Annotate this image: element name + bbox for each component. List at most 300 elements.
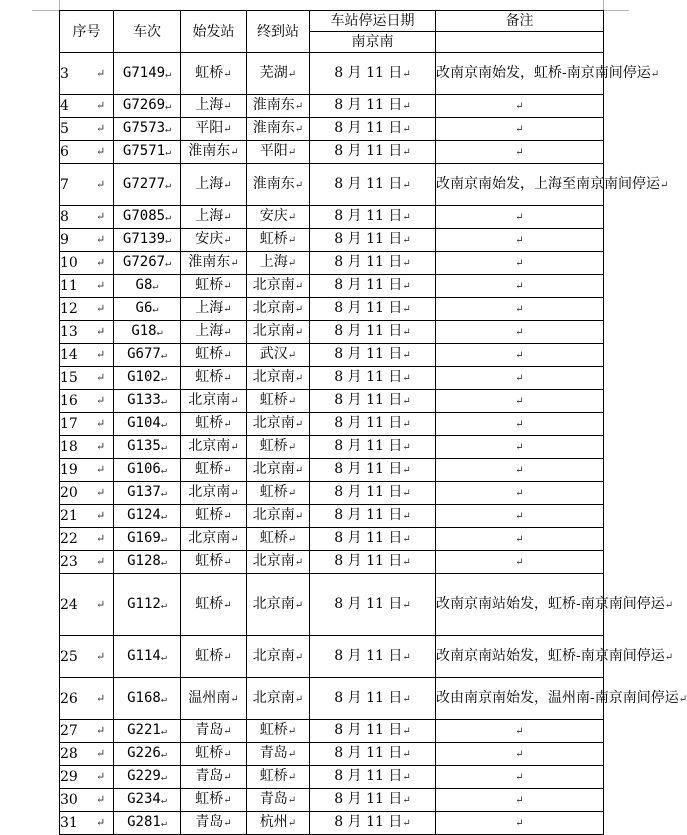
- cell-from: [181, 118, 247, 141]
- cell-date: [310, 482, 436, 505]
- cell-to: [247, 298, 310, 321]
- paragraph-mark-icon: ↵: [402, 818, 411, 829]
- paragraph-mark-icon: ↵: [515, 281, 524, 292]
- cell-train: [114, 95, 181, 118]
- cell-no-text: 12: [60, 301, 78, 317]
- paragraph-mark-icon: ↵: [515, 124, 524, 135]
- cell-to: [247, 206, 310, 229]
- cell-no: [60, 482, 114, 505]
- cell-date: [310, 678, 436, 720]
- cell-from-text: 北京南: [188, 392, 231, 408]
- cell-to: [247, 636, 310, 678]
- cell-to: [247, 436, 310, 459]
- cell-train: [114, 574, 181, 636]
- paragraph-mark-icon: ↵: [402, 749, 411, 760]
- cell-train: [114, 298, 181, 321]
- cell-train-text: G7267: [122, 254, 166, 270]
- cell-train-text: G133: [127, 392, 161, 408]
- cell-no-text: 23: [60, 554, 78, 570]
- paragraph-mark-icon: ↵: [160, 350, 167, 361]
- cell-from-text: 北京南: [188, 530, 231, 546]
- cell-train-text: G234: [127, 791, 161, 807]
- table-row: [60, 390, 604, 413]
- paragraph-mark-icon: ↵: [96, 532, 106, 545]
- paragraph-mark-icon: ↵: [160, 488, 167, 499]
- cell-train-text: G124: [127, 507, 161, 523]
- cell-train: [114, 321, 181, 344]
- cell-date-text: 8 月 11 日: [334, 300, 403, 316]
- cell-train: [114, 436, 181, 459]
- cell-date-text: 8 月 11 日: [334, 120, 403, 136]
- cell-to: [247, 413, 310, 436]
- paragraph-mark-icon: ↵: [165, 68, 172, 80]
- cell-to-text: 北京南: [252, 461, 295, 477]
- paragraph-mark-icon: ↵: [294, 651, 304, 663]
- cell-to-text: 武汉: [259, 346, 288, 362]
- paragraph-mark-icon: ↵: [160, 726, 167, 737]
- cell-note: [436, 390, 604, 413]
- paragraph-mark-icon: ↵: [515, 419, 524, 430]
- paragraph-mark-icon: ↵: [96, 509, 106, 522]
- cell-note: [436, 636, 674, 678]
- cell-from-text: 青岛: [195, 722, 224, 738]
- cell-from: [181, 482, 247, 505]
- paragraph-mark-icon: ↵: [160, 511, 167, 522]
- paragraph-mark-icon: ↵: [515, 726, 524, 737]
- cell-no-text: 13: [60, 324, 78, 340]
- cell-to-text: 芜湖: [259, 64, 288, 81]
- cell-train: [114, 252, 181, 275]
- cell-no-text: 6: [60, 144, 69, 160]
- paragraph-mark-icon: ↵: [230, 396, 239, 407]
- cell-to-text: 虹桥: [259, 484, 288, 500]
- cell-from-text: 虹桥: [195, 553, 224, 569]
- cell-date: [310, 118, 436, 141]
- cell-date-text: 8 月 11 日: [334, 722, 403, 738]
- cell-from-text: 虹桥: [195, 461, 224, 477]
- cell-no-text: 22: [60, 531, 78, 547]
- paragraph-mark-icon: ↵: [515, 749, 524, 760]
- cell-note: [436, 95, 604, 118]
- paragraph-mark-icon: ↵: [223, 373, 232, 384]
- cell-date: [310, 766, 436, 789]
- cell-from: [181, 505, 247, 528]
- cell-to-text: 青岛: [259, 745, 288, 761]
- cell-date-text: 8 月 11 日: [334, 791, 403, 807]
- table-row: [60, 252, 604, 275]
- cell-no-text: 21: [60, 508, 78, 524]
- paragraph-mark-icon: ↵: [223, 795, 232, 806]
- cell-no: [60, 390, 114, 413]
- table-row: [60, 321, 604, 344]
- cell-from-text: 虹桥: [195, 791, 224, 807]
- paragraph-mark-icon: ↵: [223, 179, 232, 191]
- paragraph-mark-icon: ↵: [287, 258, 297, 269]
- cell-train: [114, 275, 181, 298]
- paragraph-mark-icon: ↵: [402, 599, 411, 611]
- cell-no-text: 8: [60, 209, 69, 225]
- table-row: [60, 141, 604, 164]
- paragraph-mark-icon: ↵: [165, 179, 172, 191]
- paragraph-mark-icon: ↵: [165, 124, 172, 135]
- cell-no-text: 27: [60, 723, 78, 739]
- cell-no: [60, 275, 114, 298]
- cell-no-text: 9: [60, 232, 69, 248]
- cell-from: [181, 252, 247, 275]
- paragraph-mark-icon: ↵: [160, 442, 167, 453]
- cell-from: [181, 367, 247, 390]
- cell-to-text: 北京南: [252, 277, 295, 293]
- cell-date-text: 8 月 11 日: [334, 369, 403, 385]
- cell-train: [114, 720, 181, 743]
- paragraph-mark-icon: ↵: [165, 101, 172, 112]
- cell-no: [60, 413, 114, 436]
- cell-note-text: 改南京南站始发，虹桥-南京南间停运: [436, 595, 665, 612]
- cell-train-text: G102: [127, 369, 161, 385]
- cell-date: [310, 720, 436, 743]
- paragraph-mark-icon: ↵: [515, 350, 524, 361]
- paragraph-mark-icon: ↵: [223, 124, 232, 135]
- paragraph-mark-icon: ↵: [96, 256, 106, 269]
- paragraph-mark-icon: ↵: [402, 327, 411, 338]
- paragraph-mark-icon: ↵: [515, 212, 524, 223]
- cell-date-text: 8 月 11 日: [334, 745, 403, 761]
- cell-date: [310, 743, 436, 766]
- paragraph-mark-icon: ↵: [294, 693, 304, 705]
- paragraph-mark-icon: ↵: [402, 68, 411, 80]
- cell-no-text: 20: [60, 485, 78, 501]
- paragraph-mark-icon: ↵: [96, 816, 106, 829]
- header-station: 南京南: [310, 32, 436, 53]
- paragraph-mark-icon: ↵: [402, 212, 411, 223]
- paragraph-mark-icon: ↵: [402, 419, 411, 430]
- cell-to-text: 虹桥: [259, 392, 288, 408]
- cell-note: [436, 118, 604, 141]
- cell-train-text: G221: [127, 722, 161, 738]
- cell-to: [247, 321, 310, 344]
- suspension-table: [59, 10, 687, 835]
- paragraph-mark-icon: ↵: [402, 281, 411, 292]
- cell-from-text: 上海: [195, 175, 224, 192]
- cell-to-text: 虹桥: [259, 438, 288, 454]
- table-row: [60, 812, 604, 835]
- cell-no: [60, 95, 114, 118]
- cell-train-text: G7573: [122, 120, 166, 136]
- paragraph-mark-icon: ↵: [96, 724, 106, 737]
- cell-no-text: 16: [60, 393, 78, 409]
- cell-date: [310, 413, 436, 436]
- paragraph-mark-icon: ↵: [96, 233, 106, 246]
- cell-train: [114, 766, 181, 789]
- paragraph-mark-icon: ↵: [160, 557, 167, 568]
- paragraph-mark-icon: ↵: [160, 373, 167, 384]
- cell-note: [436, 528, 604, 551]
- cell-train-text: G226: [127, 745, 161, 761]
- cell-from: [181, 53, 247, 95]
- cell-no-text: 3: [60, 65, 69, 82]
- paragraph-mark-icon: ↵: [287, 350, 297, 361]
- cell-to-text: 北京南: [252, 689, 295, 706]
- paragraph-mark-icon: ↵: [223, 772, 232, 783]
- cell-to: [247, 344, 310, 367]
- cell-date: [310, 275, 436, 298]
- page-corner-mark-left-vertical: [59, 0, 60, 10]
- cell-from: [181, 743, 247, 766]
- cell-no: [60, 459, 114, 482]
- paragraph-mark-icon: ↵: [515, 396, 524, 407]
- paragraph-mark-icon: ↵: [402, 101, 411, 112]
- cell-note: [436, 141, 604, 164]
- cell-date: [310, 505, 436, 528]
- paragraph-mark-icon: ↵: [96, 302, 106, 315]
- cell-to-text: 北京南: [252, 415, 295, 431]
- cell-to: [247, 528, 310, 551]
- cell-date-text: 8 月 11 日: [334, 208, 403, 224]
- paragraph-mark-icon: ↵: [160, 693, 167, 705]
- cell-train: [114, 413, 181, 436]
- page-corner-mark-right: [603, 0, 629, 11]
- paragraph-mark-icon: ↵: [287, 442, 297, 453]
- cell-train: [114, 551, 181, 574]
- cell-to-text: 北京南: [252, 553, 295, 569]
- paragraph-mark-icon: ↵: [230, 693, 239, 705]
- cell-date: [310, 298, 436, 321]
- cell-from-text: 虹桥: [195, 595, 224, 612]
- cell-no-text: 30: [60, 792, 78, 808]
- cell-to-text: 虹桥: [259, 722, 288, 738]
- table-row: [60, 505, 604, 528]
- cell-date-text: 8 月 11 日: [334, 814, 403, 830]
- cell-no: [60, 574, 114, 636]
- paragraph-mark-icon: ↵: [165, 212, 172, 223]
- paragraph-mark-icon: ↵: [223, 350, 232, 361]
- cell-from-text: 淮南东: [188, 254, 231, 270]
- paragraph-mark-icon: ↵: [160, 795, 167, 806]
- cell-date: [310, 95, 436, 118]
- cell-note: [436, 505, 604, 528]
- paragraph-mark-icon: ↵: [287, 772, 297, 783]
- cell-note: [436, 678, 687, 720]
- paragraph-mark-icon: ↵: [402, 147, 411, 158]
- paragraph-mark-icon: ↵: [223, 235, 232, 246]
- cell-date-text: 8 月 11 日: [334, 64, 403, 81]
- cell-no-text: 15: [60, 370, 78, 386]
- paragraph-mark-icon: ↵: [515, 235, 524, 246]
- paragraph-mark-icon: ↵: [223, 511, 232, 522]
- paragraph-mark-icon: ↵: [96, 348, 106, 361]
- paragraph-mark-icon: ↵: [96, 555, 106, 568]
- cell-from: [181, 298, 247, 321]
- table-row: [60, 164, 604, 206]
- cell-train: [114, 141, 181, 164]
- paragraph-mark-icon: ↵: [402, 124, 411, 135]
- cell-train-text: G7085: [122, 208, 166, 224]
- cell-date: [310, 252, 436, 275]
- paragraph-mark-icon: ↵: [223, 101, 232, 112]
- cell-to: [247, 229, 310, 252]
- paragraph-mark-icon: ↵: [402, 693, 411, 705]
- cell-to-text: 淮南东: [252, 120, 295, 136]
- cell-from: [181, 812, 247, 835]
- cell-date-text: 8 月 11 日: [334, 346, 403, 362]
- cell-date-text: 8 月 11 日: [334, 484, 403, 500]
- paragraph-mark-icon: ↵: [515, 147, 524, 158]
- cell-date: [310, 321, 436, 344]
- cell-no: [60, 678, 114, 720]
- paragraph-mark-icon: ↵: [287, 795, 297, 806]
- table-row: [60, 574, 604, 636]
- paragraph-mark-icon: ↵: [402, 373, 411, 384]
- table-row: [60, 275, 604, 298]
- paragraph-mark-icon: ↵: [160, 772, 167, 783]
- cell-to-text: 虹桥: [259, 231, 288, 247]
- cell-note: [436, 229, 604, 252]
- paragraph-mark-icon: ↵: [402, 726, 411, 737]
- cell-date-text: 8 月 11 日: [334, 323, 403, 339]
- cell-from-text: 北京南: [188, 484, 231, 500]
- cell-from: [181, 789, 247, 812]
- paragraph-mark-icon: ↵: [515, 373, 524, 384]
- paragraph-mark-icon: ↵: [96, 440, 106, 453]
- cell-to-text: 北京南: [252, 647, 295, 664]
- table-row: [60, 743, 604, 766]
- paragraph-mark-icon: ↵: [402, 304, 411, 315]
- cell-date: [310, 206, 436, 229]
- paragraph-mark-icon: ↵: [664, 651, 674, 663]
- cell-to: [247, 482, 310, 505]
- paragraph-mark-icon: ↵: [402, 651, 411, 663]
- cell-note: [436, 743, 604, 766]
- cell-date: [310, 812, 436, 835]
- cell-to: [247, 678, 310, 720]
- cell-date-text: 8 月 11 日: [334, 392, 403, 408]
- cell-from-text: 虹桥: [195, 64, 224, 81]
- cell-date-text: 8 月 11 日: [334, 689, 403, 706]
- paragraph-mark-icon: ↵: [294, 511, 304, 522]
- cell-to-text: 青岛: [259, 791, 288, 807]
- table-row: [60, 229, 604, 252]
- paragraph-mark-icon: ↵: [160, 396, 167, 407]
- cell-no: [60, 206, 114, 229]
- paragraph-mark-icon: ↵: [96, 371, 106, 384]
- cell-from: [181, 390, 247, 413]
- cell-train-text: G104: [127, 415, 161, 431]
- cell-to-text: 北京南: [252, 323, 295, 339]
- paragraph-mark-icon: ↵: [287, 396, 297, 407]
- cell-no-text: 7: [60, 176, 69, 193]
- paragraph-mark-icon: ↵: [402, 511, 411, 522]
- cell-date: [310, 367, 436, 390]
- paragraph-mark-icon: ↵: [287, 212, 297, 223]
- cell-from-text: 虹桥: [195, 346, 224, 362]
- table-row: [60, 789, 604, 812]
- cell-to-text: 北京南: [252, 595, 295, 612]
- paragraph-mark-icon: ↵: [230, 442, 239, 453]
- cell-date: [310, 436, 436, 459]
- paragraph-mark-icon: ↵: [96, 177, 106, 191]
- cell-to: [247, 252, 310, 275]
- cell-no-text: 4: [60, 98, 69, 114]
- cell-train-text: G112: [127, 595, 161, 612]
- paragraph-mark-icon: ↵: [160, 465, 167, 476]
- paragraph-mark-icon: ↵: [294, 101, 304, 112]
- cell-no: [60, 720, 114, 743]
- cell-from: [181, 321, 247, 344]
- paragraph-mark-icon: ↵: [223, 726, 232, 737]
- table-row: [60, 636, 604, 678]
- paragraph-mark-icon: ↵: [294, 373, 304, 384]
- paragraph-mark-icon: ↵: [223, 749, 232, 760]
- paragraph-mark-icon: ↵: [230, 534, 239, 545]
- table-row: [60, 482, 604, 505]
- table-row: [60, 367, 604, 390]
- cell-to: [247, 551, 310, 574]
- paragraph-mark-icon: ↵: [515, 818, 524, 829]
- paragraph-mark-icon: ↵: [294, 327, 304, 338]
- cell-from: [181, 275, 247, 298]
- cell-no: [60, 636, 114, 678]
- cell-no-text: 17: [60, 416, 78, 432]
- cell-train-text: G281: [127, 814, 161, 830]
- cell-note: [436, 436, 604, 459]
- cell-no: [60, 436, 114, 459]
- cell-train: [114, 367, 181, 390]
- cell-train: [114, 229, 181, 252]
- header-date: 车站停运日期: [310, 11, 436, 32]
- paragraph-mark-icon: ↵: [402, 350, 411, 361]
- cell-to: [247, 275, 310, 298]
- cell-note-text: 改南京南始发，虹桥-南京南间停运: [436, 64, 651, 81]
- cell-from-text: 虹桥: [195, 277, 224, 293]
- cell-no-text: 18: [60, 439, 78, 455]
- paragraph-mark-icon: ↵: [96, 691, 106, 705]
- paragraph-mark-icon: ↵: [165, 258, 172, 269]
- table-row: [60, 528, 604, 551]
- paragraph-mark-icon: ↵: [402, 179, 411, 191]
- cell-to-text: 安庆: [259, 208, 288, 224]
- paragraph-mark-icon: ↵: [96, 486, 106, 499]
- cell-from: [181, 344, 247, 367]
- cell-note: [436, 413, 604, 436]
- paragraph-mark-icon: ↵: [294, 179, 304, 191]
- cell-no-text: 28: [60, 746, 78, 762]
- cell-note: [436, 812, 604, 835]
- cell-date: [310, 528, 436, 551]
- cell-note: [436, 275, 604, 298]
- cell-date-text: 8 月 11 日: [334, 647, 403, 664]
- cell-date: [310, 789, 436, 812]
- paragraph-mark-icon: ↵: [165, 147, 172, 158]
- cell-from-text: 虹桥: [195, 369, 224, 385]
- table-row: [60, 413, 604, 436]
- cell-note: [436, 164, 669, 206]
- header-train: 车次: [114, 11, 181, 53]
- cell-no: [60, 164, 114, 206]
- cell-train-text: G128: [127, 553, 161, 569]
- cell-date: [310, 229, 436, 252]
- paragraph-mark-icon: ↵: [96, 463, 106, 476]
- cell-to-text: 淮南东: [252, 97, 295, 113]
- paragraph-mark-icon: ↵: [402, 442, 411, 453]
- paragraph-mark-icon: ↵: [294, 557, 304, 568]
- paragraph-mark-icon: ↵: [96, 649, 106, 663]
- paragraph-mark-icon: ↵: [402, 396, 411, 407]
- cell-train: [114, 528, 181, 551]
- paragraph-mark-icon: ↵: [650, 68, 660, 80]
- cell-from: [181, 574, 247, 636]
- cell-note: [436, 551, 604, 574]
- table-row: [60, 720, 604, 743]
